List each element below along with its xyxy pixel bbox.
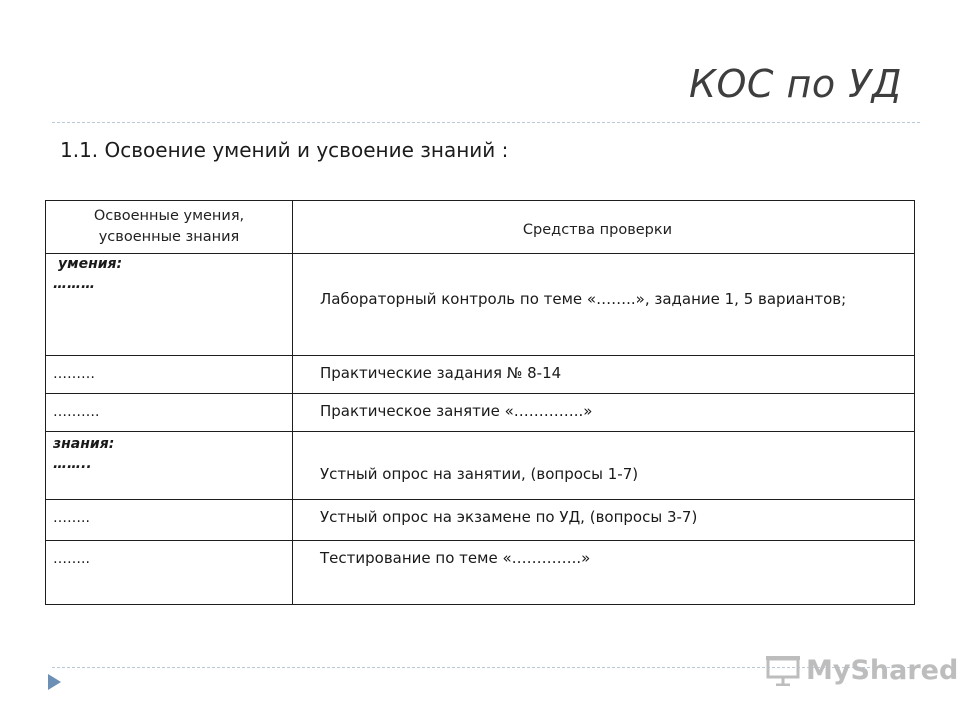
left-value: …….. — [53, 510, 90, 526]
left-value: ……… — [53, 366, 95, 382]
check-method: Тестирование по теме «…………..» — [320, 549, 591, 567]
top-divider — [52, 122, 920, 123]
slide-title: КОС по УД — [688, 62, 902, 106]
header-skills-line1: Освоенные умения, — [93, 208, 245, 224]
right-cell — [293, 500, 915, 541]
header-skills-line2: усвоенные знания — [98, 229, 240, 245]
slide-subtitle: 1.1. Освоение умений и усвоение знаний : — [60, 138, 509, 162]
left-cell — [46, 500, 293, 541]
right-cell — [293, 356, 915, 394]
left-cell — [46, 356, 293, 394]
check-method: Устный опрос на экзамене по УД, (вопросы 3-7) — [320, 508, 698, 526]
right-cell — [293, 432, 915, 500]
left-value: ……… — [53, 276, 95, 292]
left-cell — [46, 394, 293, 432]
check-method: Практические задания № 8-14 — [320, 364, 562, 382]
check-method: Устный опрос на занятии, (вопросы 1-7) — [320, 465, 639, 483]
left-value: …….. — [53, 551, 90, 567]
right-cell — [293, 394, 915, 432]
slide-bullet-arrow-icon — [48, 674, 61, 690]
assessment-table — [45, 200, 915, 605]
skills-label: умения: — [58, 256, 123, 272]
left-cell — [46, 432, 293, 500]
check-method: Лабораторный контроль по теме «……..», задание 1, 5 вариантов; — [320, 290, 847, 308]
left-value: ………. — [53, 404, 100, 420]
table-row — [46, 356, 915, 394]
watermark-text: MyShared — [806, 655, 959, 686]
right-cell — [293, 541, 915, 605]
left-value: …….. — [53, 456, 92, 472]
watermark-logo — [766, 655, 958, 686]
left-cell — [46, 254, 293, 356]
table-row — [46, 432, 915, 500]
table-row — [46, 394, 915, 432]
header-skills-cell — [46, 201, 293, 254]
check-method: Практическое занятие «…………..» — [320, 402, 593, 420]
table-row — [46, 541, 915, 605]
left-cell — [46, 541, 293, 605]
table-header-row — [46, 201, 915, 254]
knowledge-label: знания: — [53, 436, 115, 452]
table-row — [46, 500, 915, 541]
table-row — [46, 254, 915, 356]
projector-screen-icon — [766, 656, 800, 686]
right-cell — [293, 254, 915, 356]
header-checks-cell: Средства проверки — [293, 201, 915, 254]
